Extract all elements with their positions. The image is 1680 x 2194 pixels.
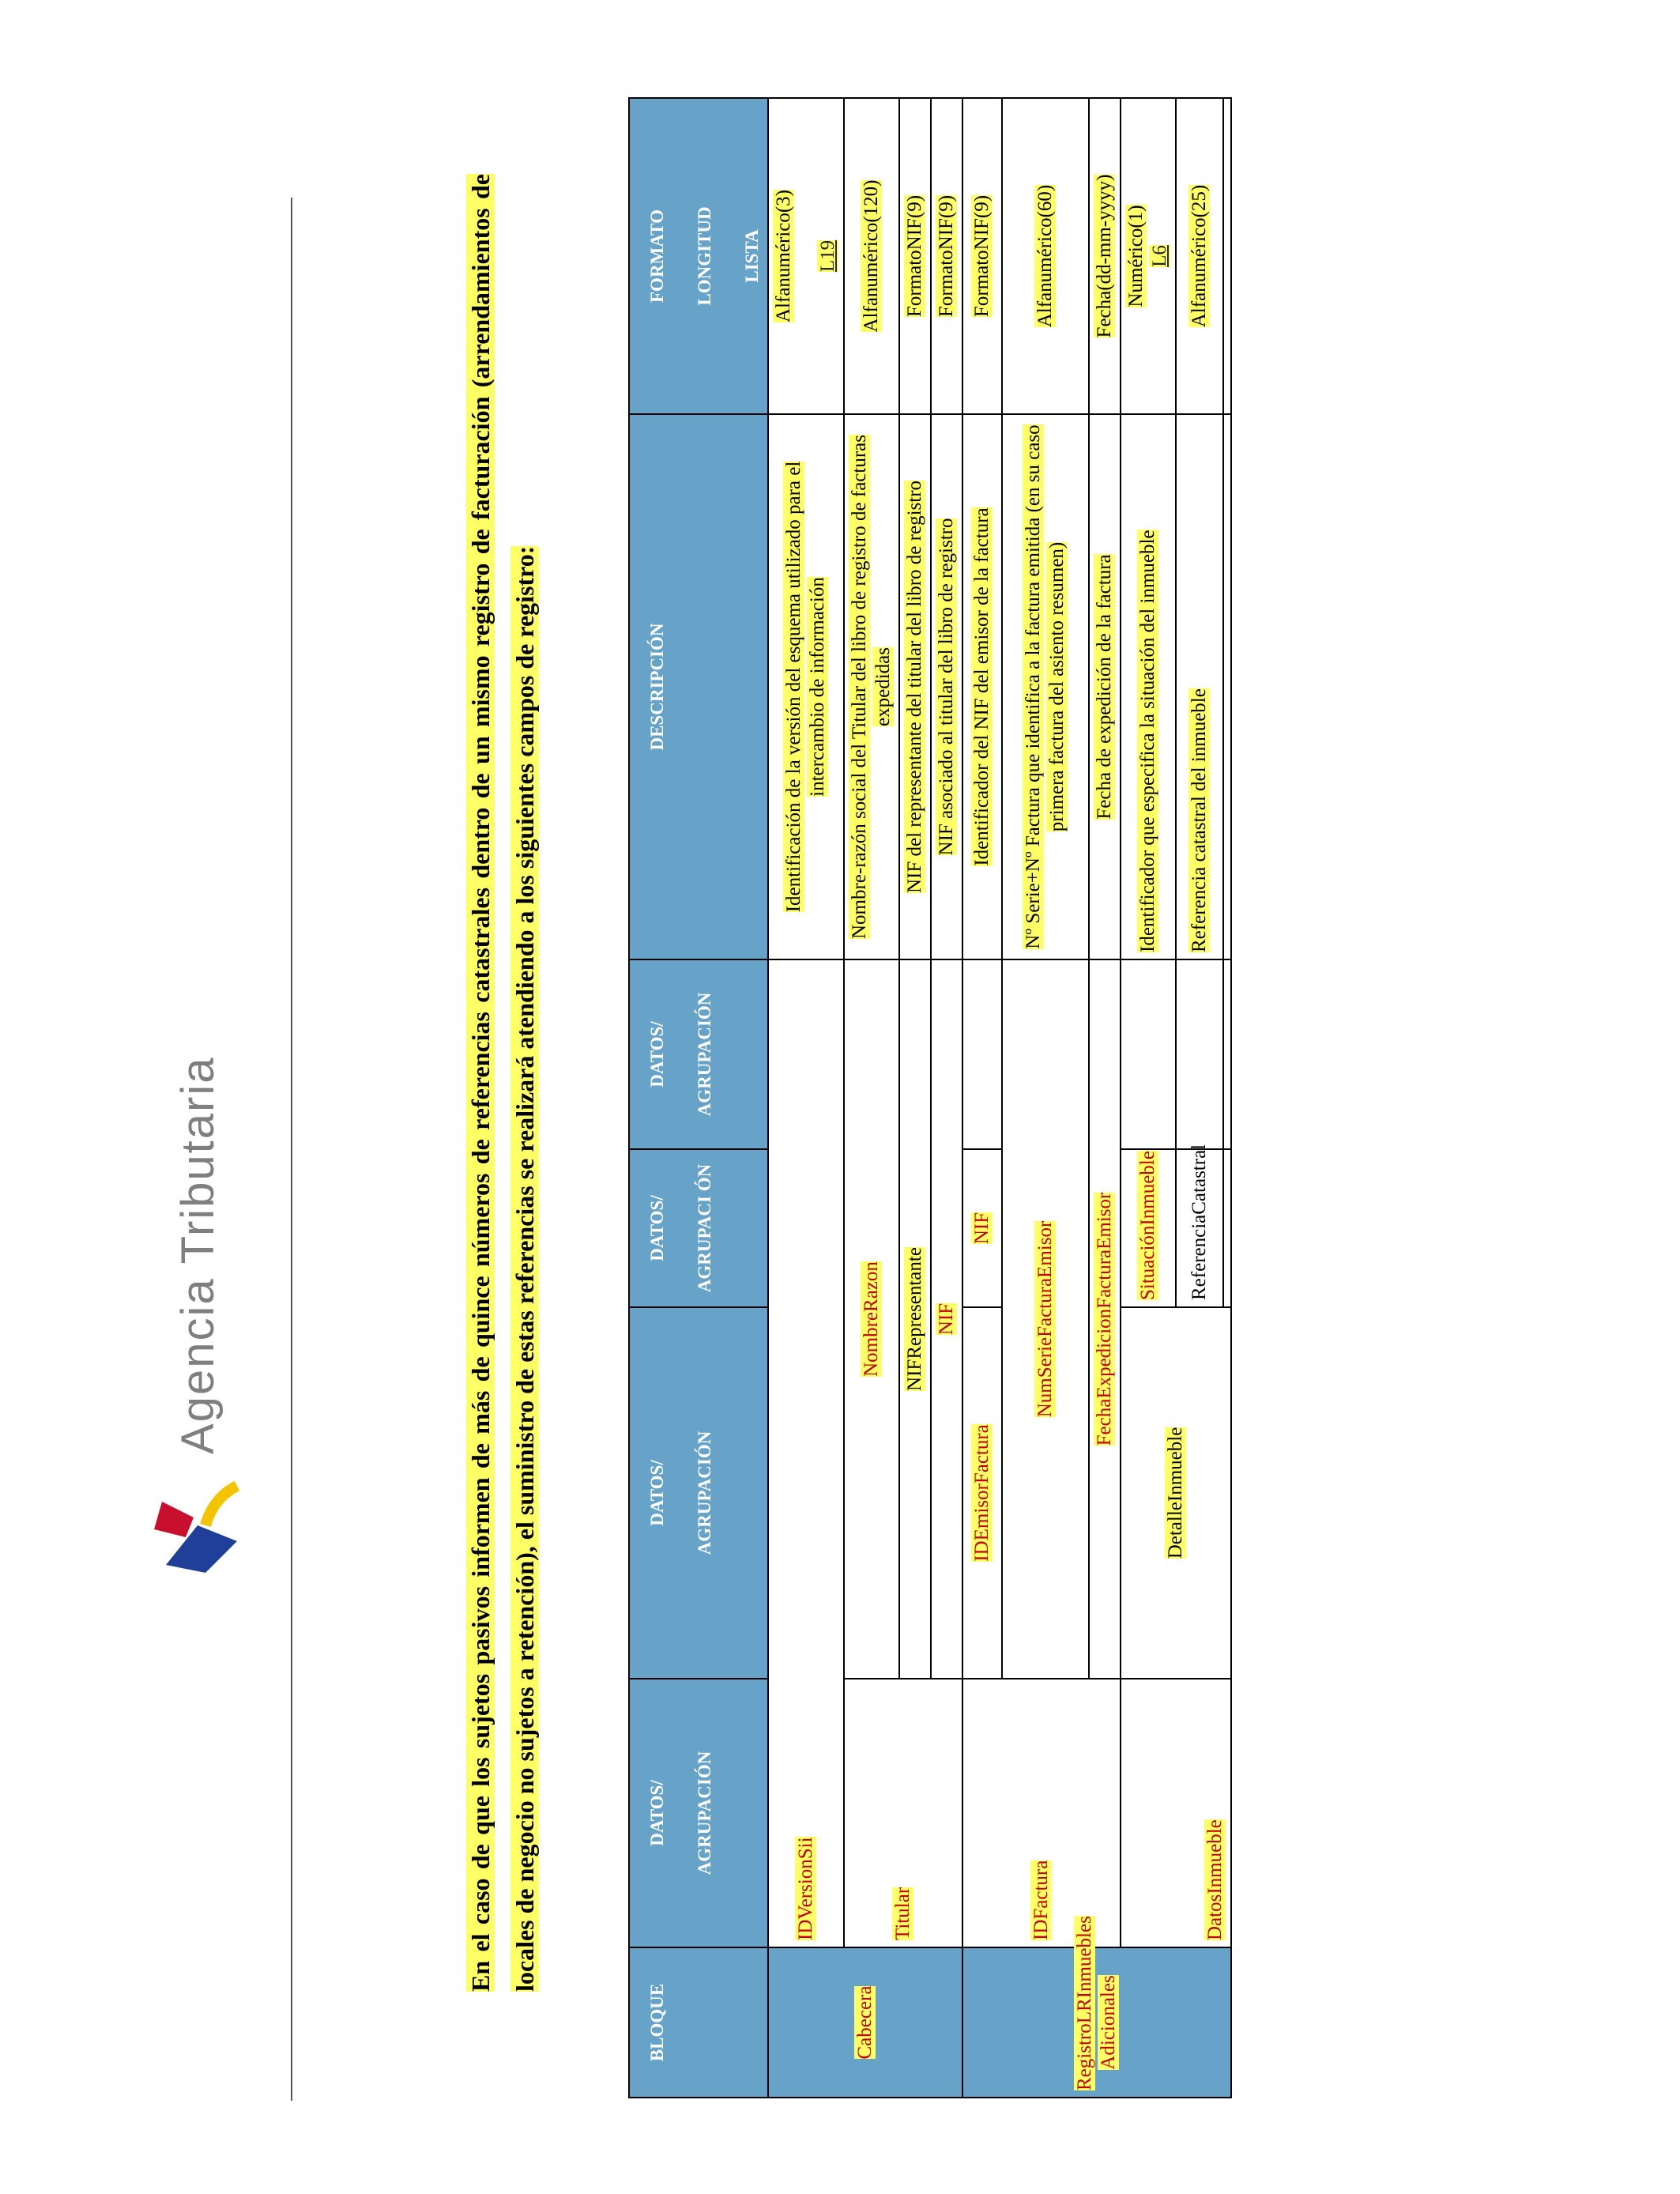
cell-id-emisor: IDEmisorFactura	[962, 1307, 1002, 1679]
intro-text: En el caso de que los sujetos pasivos informen de más de quince números de referencias catastrales dentro de un mismo registro de facturación (arrendamientos de locales de negocio no sujetos a retención), el suministro de estas referencias se realizará atendiendo a los siguientes campos de registro:	[466, 174, 539, 1992]
format-nif: FormatoNIF(9)	[931, 98, 962, 414]
cell-nombre-razon: NombreRazon	[844, 959, 899, 1679]
cell-num-serie: NumSerieFacturaEmisor	[1002, 959, 1089, 1679]
header-agrupacion-1: DATOS/ AGRUPACIÓN	[629, 1679, 768, 1947]
cell-fecha-expedicion: FechaExpedicionFacturaEmisor	[1089, 959, 1121, 1679]
agencia-tributaria-logo-icon	[150, 1478, 245, 1573]
format-id-emisor: FormatoNIF(9)	[962, 98, 1002, 414]
format-num-serie: Alfanumérico(60)	[1002, 98, 1089, 414]
table-row	[768, 98, 844, 2098]
desc-num-serie: Nº Serie+Nº Factura que identifica a la factura emitida (en su caso primera factura del asiento resumen)	[1002, 414, 1089, 959]
desc-nombre-razon: Nombre-razón social del Titular del libro de registro de facturas expedidas	[844, 414, 899, 959]
link-l19[interactable]: L19	[817, 239, 838, 273]
header-formato: FORMATO LONGITUD LISTA	[629, 98, 768, 414]
cell-detalle-inmueble: DetalleInmueble	[1121, 1307, 1231, 1679]
bloque-cabecera: Cabecera	[768, 1947, 962, 2098]
header-bloque: BLOQUE	[629, 1947, 768, 2098]
table-row	[1121, 98, 1176, 2098]
table-header-row	[629, 98, 768, 2098]
cell-nif-representante: NIFRepresentante	[899, 959, 931, 1679]
format-idversion: Alfanumérico(3) L19	[768, 98, 844, 414]
cell-titular: Titular	[844, 1679, 962, 1947]
cell-datos-inmueble: DatosInmueble	[1121, 1679, 1231, 1947]
header-divider	[291, 198, 292, 2101]
header-agrupacion-4: DATOS/ AGRUPACIÓN	[629, 959, 768, 1149]
desc-fecha-expedicion: Fecha de expedición de la factura	[1089, 414, 1121, 959]
cell-situacion-inmueble: SituaciónInmueble	[1121, 1149, 1176, 1307]
format-nombre-razon: Alfanumérico(120)	[844, 98, 899, 414]
header-agrupacion-2: DATOS/ AGRUPACIÓN	[629, 1307, 768, 1679]
format-nif-representante: FormatoNIF(9)	[899, 98, 931, 414]
brand-header	[150, 1057, 245, 1573]
desc-situacion-inmueble: Identificador que especifica la situación del inmueble	[1121, 414, 1176, 959]
cell-id-emisor-nif: NIF	[962, 1149, 1002, 1307]
format-fecha-expedicion: Fecha(dd-mm-yyyy)	[1089, 98, 1121, 414]
header-descripcion: DESCRIPCIÓN	[629, 414, 768, 959]
cell-idversion: IDVersionSii	[768, 959, 844, 1947]
format-situacion-inmueble: Numérico(1) L6	[1121, 98, 1176, 414]
intro-paragraph	[458, 174, 547, 1992]
desc-nif-representante: NIF del representante del titular del libro de registro	[899, 414, 931, 959]
cell-nif: NIF	[931, 959, 962, 1679]
bloque-registro: RegistroLRInmuebles Adicionales	[962, 1947, 1231, 2098]
format-referencia-catastral: Alfanumérico(25)	[1176, 98, 1223, 414]
brand-name: Agencia Tributaria	[171, 1056, 224, 1454]
desc-id-emisor: Identificador del NIF del emisor de la factura	[962, 414, 1002, 959]
fields-table	[628, 97, 1232, 2098]
desc-idversion: Identificación de la versión del esquema utilizado para el intercambio de información	[768, 414, 844, 959]
desc-nif: NIF asociado al titular del libro de registro	[931, 414, 962, 959]
table-row	[844, 98, 899, 2098]
cell-referencia-catastral: ReferenciaCatastral	[1176, 1149, 1223, 1307]
desc-referencia-catastral: Referencia catastral del inmueble	[1176, 414, 1223, 959]
cell-idfactura: IDFactura	[962, 1679, 1121, 1947]
header-agrupacion-3: DATOS/ AGRUPACI ÓN	[629, 1149, 768, 1307]
table-row	[962, 98, 1002, 2098]
link-l6[interactable]: L6	[1149, 245, 1170, 267]
